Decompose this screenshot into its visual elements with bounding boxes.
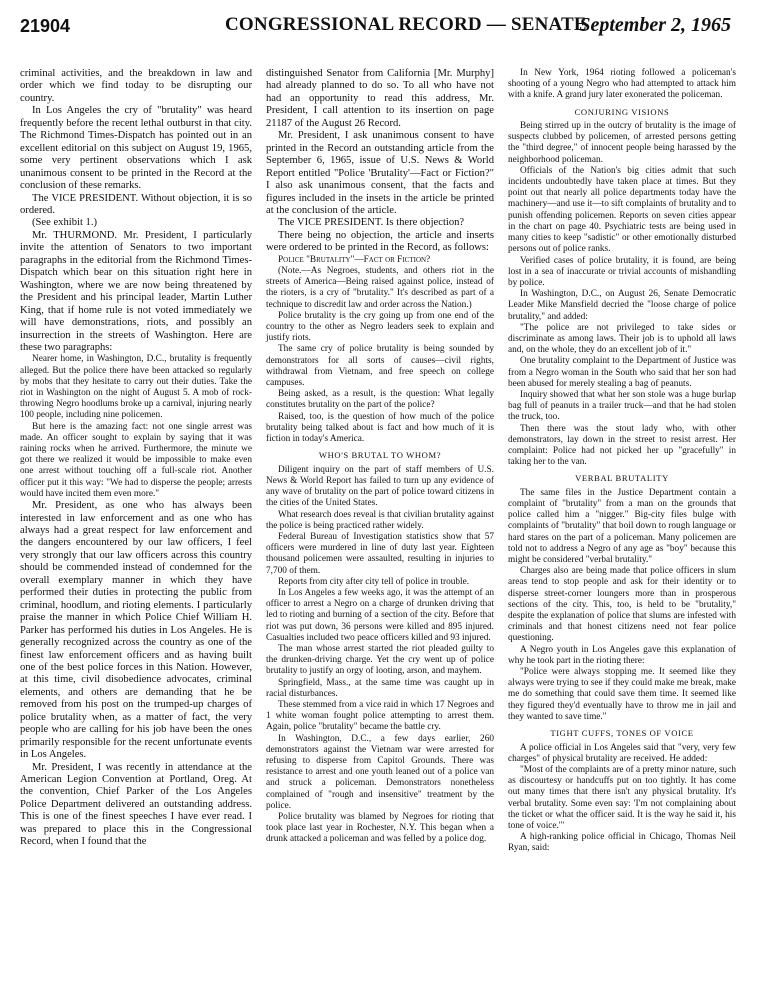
quoted-paragraph: But here is the amazing fact: not one single arrest was made. An officer sought to explain by saying that it was raining rocks when he arrived. Furthermore, the minute we got there we realized it would be impossible to make even one arrest without touching off a full-scale riot. Another officer put it this way: "We had to disperse the people; arrests would have incited them even more." <box>20 421 252 499</box>
paragraph: distinguished Senator from California [Mr. Murphy] had already planned to do so. To all who have not had an opportunity to read this address, Mr. President, I call attention to its insertion on page 21187 of the August 26 Record. <box>266 68 494 129</box>
paragraph: In Los Angeles a few weeks ago, it was the attempt of an officer to arrest a Negro on a charge of drunken driving that led to rioting and burning of a section of the city. Before that riot was put down, 36 persons were killed and 895 injured. Casualties included two peace officers killed and 93 injured. <box>266 587 494 643</box>
publication-title: CONGRESSIONAL RECORD — SENATE <box>225 14 587 35</box>
paragraph: Police brutality is the cry going up from one end of the country to the other as Negro leaders seek to explain and justify riots. <box>266 310 494 344</box>
paragraph: Mr. THURMOND. Mr. President, I particularly invite the attention of Senators to two important paragraphs in the editorial from the Richmond Times-Dispatch which bear on this situation right here in Washington, where we are now being threatened by the President and his principal leader, Martin Luther King, that if home rule is not voted immediately we will have demonstrations, riots, and possibly an insurrection in the streets of Washington. Here are these two paragraphs: <box>20 229 252 353</box>
paragraph: There being no objection, the article and inserts were ordered to be printed in the Record, as follows: <box>266 229 494 254</box>
paragraph: Verified cases of police brutality, it is found, are being lost in a sea of inaccurate or trivial accounts of mishandling by police. <box>508 255 736 288</box>
column-1 <box>20 68 252 849</box>
paragraph: One brutality complaint to the Department of Justice was from a Negro woman in the South who said that her son had been abused for merely stealing a bag of peanuts. <box>508 356 736 389</box>
paragraph: In Washington, D.C., a few days earlier, 260 demonstrators against the Vietnam war were arrested for refusing to disperse from Capitol Grounds. There was resistance to arrest and one youth leaned out of a police van and struck a policeman. Demonstrators nonetheless complained of "rough and insensitive" treatment by the police. <box>266 733 494 811</box>
quoted-paragraph: Nearer home, in Washington, D.C., brutality is frequently alleged. But the police there have been attacked so regularly by mobs that they hesitate to carry out their duties. Take the riot in Washington on the night of August 5. A mob of rock-throwing Negro hoodlums broke up a carnival, injuring nearly 100 people, including nine policemen. <box>20 354 252 421</box>
issue-date: September 2, 1965 <box>579 14 731 36</box>
section-heading: TIGHT CUFFS, TONES OF VOICE <box>550 728 694 739</box>
paragraph: What research does reveal is that civilian brutality against the police is being practiced rather widely. <box>266 509 494 531</box>
section-heading: VERBAL BRUTALITY <box>575 473 669 484</box>
column-2 <box>266 68 494 846</box>
paragraph: Then there was the stout lady who, with other demonstrators, lay down in the street to resist arrest. Her complaint: Police had not picked her up "gracefully" in taking her to the van. <box>508 423 736 468</box>
article-title: Police "Brutality"—Fact or Fiction? <box>278 254 431 265</box>
paragraph: Mr. President, I ask unanimous consent to have printed in the Record an outstanding article from the September 6, 1965, issue of U.S. News & World Report entitled "Police 'Brutality'—Fact or Fiction?" I also ask unanimous consent, that the facts and figures included in the insets in the article be printed at the conclusion of the article. <box>266 130 494 216</box>
paragraph: A police official in Los Angeles said that "very, very few charges" of physical brutality are received. He added: <box>508 742 736 764</box>
column-3 <box>508 68 736 855</box>
paragraph: Federal Bureau of Investigation statistics show that 57 officers were murdered in line of duty last year. Eighteen thousand policemen were assaulted, resulting in injuries to 7,700 of them. <box>266 531 494 576</box>
section-heading: WHO'S BRUTAL TO WHOM? <box>318 450 442 461</box>
paragraph: Springfield, Mass., at the same time was caught up in racial disturbances. <box>266 677 494 699</box>
section-heading: CONJURING VISIONS <box>574 106 670 117</box>
paragraph: Being stirred up in the outcry of brutality is the image of suspects clubbed by policemen, of arrested persons getting the "third degree," of innocent people being harassed by the neighborhood policeman. <box>508 121 736 165</box>
paragraph: The same files in the Justice Department contain a complaint of "brutality" from a man on the grounds that police called him a "nigger." Big-city files bulge with complaints of "brutality" that boil down to rough language or hard stares on the part of a policeman. Many policemen are told not to address a Negro of any age as "boy" because this might be considered "verbal brutality." <box>508 487 736 566</box>
paragraph: The VICE PRESIDENT. Is there objection? <box>278 217 465 229</box>
paragraph: Charges also are being made that police officers in slum areas tend to stop people and ask for their identity or to disperse street-corner loungers more than in prosperous sections of the city. This, too, is held to be "brutality," despite the explanation of police that slums are infested with criminals and that honest citizens need not fear police questioning. <box>508 566 736 644</box>
paragraph: In Los Angeles the cry of "brutality" was heard frequently before the recent lethal outburst in that city. The Richmond Times-Dispatch has pointed out in an excellent editorial on this subject on August 19, 1965, some very pertinent observations which I ask unanimous consent to be printed in the Record at the conclusion of these remarks. <box>20 105 252 192</box>
paragraph: (See exhibit 1.) <box>32 217 98 229</box>
paragraph: A Negro youth in Los Angeles gave this explanation of why he took part in the rioting there: <box>508 644 736 666</box>
page-number: 21904 <box>20 16 71 36</box>
paragraph: Mr. President, I was recently in attendance at the American Legion Convention at Portland, Oreg. At the convention, Chief Parker of the Los Angeles Police Department delivered an outstanding address. This is one of the finest speeches I have ever read. I was prepared to place this in the Congressional Record, when I found that the <box>20 761 252 848</box>
paragraph: Inquiry showed that what her son stole was a huge burlap bag full of peanuts in a trailer truck—and that he had stolen the truck, too. <box>508 389 736 423</box>
paragraph: A high-ranking police official in Chicago, Thomas Neil Ryan, said: <box>508 832 736 854</box>
paragraph: Diligent inquiry on the part of staff members of U.S. News & World Report has failed to turn up any evidence of any wave of brutality on the part of police toward citizens in the cities of the United States. <box>266 464 494 509</box>
paragraph: Police brutality was blamed by Negroes for rioting that took place last year in Rochester, N.Y. This began when a drunk attacked a policeman and was felled by a police dog. <box>266 812 494 845</box>
quoted-paragraph: "Police were always stopping me. It seemed like they always were trying to see if they could make me break, make me do something that could save them time. It seemed like they figured they'd eventually have to throw me in jail and they wanted to save time." <box>508 667 736 722</box>
paragraph: Mr. President, as one who has always been interested in law enforcement and as one who has always had a great respect for law enforcement and the dangers encountered by our law officers, I feel very strongly that our law officers across this country should be commended instead of condemned for the overall exemplary manner in which they have performed their duties in protecting the public from criminal, hoodlum, and rioting elements. I particularly praise the manner in which Police Chief William H. Parker has performed his duties in Los Angeles. He is generally recognized across the country as one of the finest law enforcement officers and as having built one of the best police forces in this Nation. However, at this time, civil disobedience advocates, criminal elements, and others are demanding that he be removed from his post on the trumped-up charges of police brutality when, as a matter of fact, the very people who are calling for his job have been the ones primarily responsible for the recent unfortunate events in Los Angeles. <box>20 500 252 761</box>
paragraph: The man whose arrest started the riot pleaded guilty to the drunken-driving charge. Yet the cry went up of police brutality to justify an orgy of looting, arson, and mayhem. <box>266 643 494 677</box>
paragraph: Reports from city after city tell of police in trouble. <box>278 576 470 587</box>
paragraph: Being asked, as a result, is the question: What legally constitutes brutality on the part of the police? <box>266 389 494 411</box>
page-header <box>0 12 763 40</box>
paragraph: The same cry of police brutality is being sounded by demonstrators for all sorts of causes—civil rights, withdrawal from Vietnam, and free speech on college campuses. <box>266 344 494 389</box>
paragraph: Raised, too, is the question of how much of the police brutality being talked about is fact and how much of it is fiction in today's America. <box>266 411 494 445</box>
editor-note: (Note.—As Negroes, students, and others riot in the streets of America—Being raised against police, instead of the rioters, is a cry of "brutality." It's described as part of a technique to discredit law and order across the Nation.) <box>266 266 494 310</box>
quoted-paragraph: "The police are not privileged to take sides or discriminate as among laws. Their job is to uphold all laws and, on the whole, they do an excellent job of it." <box>508 322 736 356</box>
quoted-paragraph: "Most of the complaints are of a pretty minor nature, such as discourtesy or handcuffs put on too tightly. It has come out many times that there isn't any physical brutality. It's verbal brutality. Some even say: 'I'm not complaining about the ticket or what the officer said. It is the way he said it, his tone of voice.'" <box>508 764 736 831</box>
paragraph: These stemmed from a vice raid in which 17 Negroes and 1 white woman fought police attempting to arrest them. Again, police "brutality" became the battle cry. <box>266 699 494 733</box>
paragraph: In Washington, D.C., on August 26, Senate Democratic Leader Mike Mansfield decried the "loose charge of police brutality," and added: <box>508 289 736 322</box>
paragraph: The VICE PRESIDENT. Without objection, it is so ordered. <box>20 192 252 216</box>
paragraph: Officials of the Nation's big cities admit that such incidents undoubtedly have taken place at times. But they point out that nearly all police departments today have the machinery—and use it—to sift complaints of brutality and to punish offending policemen. Reports on seven cities appear in the chart on page 40. Psychiatric tests are being used in many cities to keep "sadistic" or other emotionally disturbed persons out of police ranks. <box>508 165 736 255</box>
paragraph: In New York, 1964 rioting followed a policeman's shooting of a young Negro who had attempted to attack him with a knife. A grand jury later exonerated the policeman. <box>508 68 736 101</box>
paragraph: criminal activities, and the breakdown in law and order which we find today to be disrupting our country. <box>20 68 252 104</box>
